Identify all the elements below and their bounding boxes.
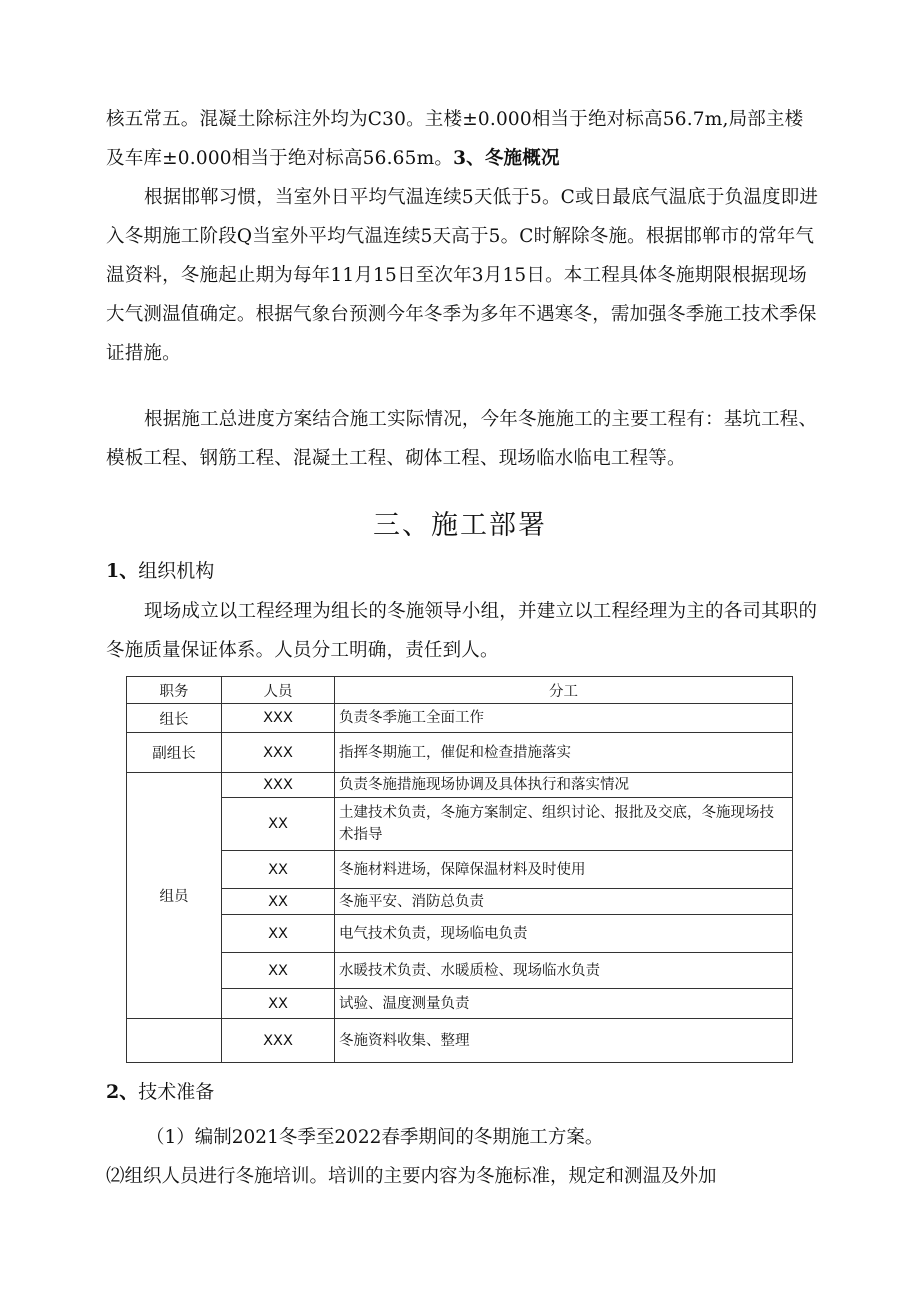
list-item: ⑵组织人员进行冬施培训。培训的主要内容为冬施标准，规定和测温及外加 <box>106 1166 717 1187</box>
paragraph-main-works: 根据施工总进度方案结合施工实际情况，今年冬施施工的主要工程有：基坑工程、模板工程、钢筋工程、混凝土工程、砌体工程、现场临水临电工程等。 <box>106 409 818 469</box>
cell-duty: 负责冬施措施现场协调及具体执行和落实情况 <box>335 773 793 798</box>
cell-person: XXX <box>222 704 335 733</box>
cell-duty: 试验、温度测量负责 <box>335 989 793 1019</box>
subsection-tech-prep <box>106 1077 214 1104</box>
table-row <box>127 773 793 798</box>
table-row <box>127 798 793 851</box>
table-row <box>127 953 793 989</box>
paragraph-concrete-elevation: 核五常五。混凝土除标注外均为C30。主楼±0.000相当于绝对标高56.7m,局部主楼及车库±0.000相当于绝对标高56.65m。3、冬施概况 <box>106 109 804 169</box>
cell-duty: 土建技术负责，冬施方案制定、组织讨论、报批及交底，冬施现场技术指导 <box>335 798 793 851</box>
cell-role: 副组长 <box>127 733 222 773</box>
cell-duty: 负责冬季施工全面工作 <box>335 704 793 733</box>
table-row <box>127 851 793 889</box>
table-row <box>127 889 793 915</box>
table-row <box>127 915 793 953</box>
cell-person: XXX <box>222 733 335 773</box>
subsection-organization <box>106 556 214 583</box>
subsection-title: 组织机构 <box>138 560 215 582</box>
cell-person: XX <box>222 953 335 989</box>
table-row <box>127 733 793 773</box>
cell-duty: 冬施资料收集、整理 <box>335 1019 793 1063</box>
section-title: 三、施工部署 <box>373 510 547 541</box>
header-person: 人员 <box>222 677 335 704</box>
section-heading-winter-overview: 3、冬施概况 <box>453 148 560 169</box>
subsection-title: 技术准备 <box>138 1081 215 1103</box>
paragraph-organization: 现场成立以工程经理为组长的冬施领导小组，并建立以工程经理为主的各司其职的冬施质量保证体系。人员分工明确，责任到人。 <box>106 601 818 661</box>
cell-person: XX <box>222 889 335 915</box>
subsection-number: 2、 <box>106 1081 139 1103</box>
cell-person: XX <box>222 851 335 889</box>
duty-table <box>126 676 793 1063</box>
table-row <box>127 704 793 733</box>
table-row <box>127 989 793 1019</box>
cell-duty: 水暖技术负责、水暖质检、现场临水负责 <box>335 953 793 989</box>
table-header-row <box>127 677 793 704</box>
cell-person: XX <box>222 798 335 851</box>
list-item: （1）编制2021冬季至2022春季期间的冬期施工方案。 <box>146 1127 604 1148</box>
cell-person: XXX <box>222 1019 335 1063</box>
cell-person: XX <box>222 915 335 953</box>
cell-person: XX <box>222 989 335 1019</box>
paragraph-winter-period: 根据邯郸习惯，当室外日平均气温连续5天低于5。C或日最底气温底于负温度即进入冬期施工阶段Q当室外平均气温连续5天高于5。C时解除冬施。根据邯郸市的常年气温资料，冬施起止期为每年11月15日至次年3月15日。本工程具体冬施期限根据现场大气测温值确定。根据气象台预测今年冬季为多年不遇寒冬，需加强冬季施工技术季保证措施。 <box>106 187 819 364</box>
header-duty: 分工 <box>335 677 793 704</box>
table-row <box>127 1019 793 1063</box>
cell-duty: 电气技术负责，现场临电负责 <box>335 915 793 953</box>
cell-person: XXX <box>222 773 335 798</box>
cell-role: 组长 <box>127 704 222 733</box>
cell-role <box>127 1019 222 1063</box>
cell-duty: 冬施材料进场，保障保温材料及时使用 <box>335 851 793 889</box>
cell-duty: 指挥冬期施工，催促和检查措施落实 <box>335 733 793 773</box>
cell-duty: 冬施平安、消防总负责 <box>335 889 793 915</box>
header-role: 职务 <box>127 677 222 704</box>
subsection-number: 1、 <box>106 560 139 582</box>
cell-role-members: 组员 <box>127 773 222 1019</box>
